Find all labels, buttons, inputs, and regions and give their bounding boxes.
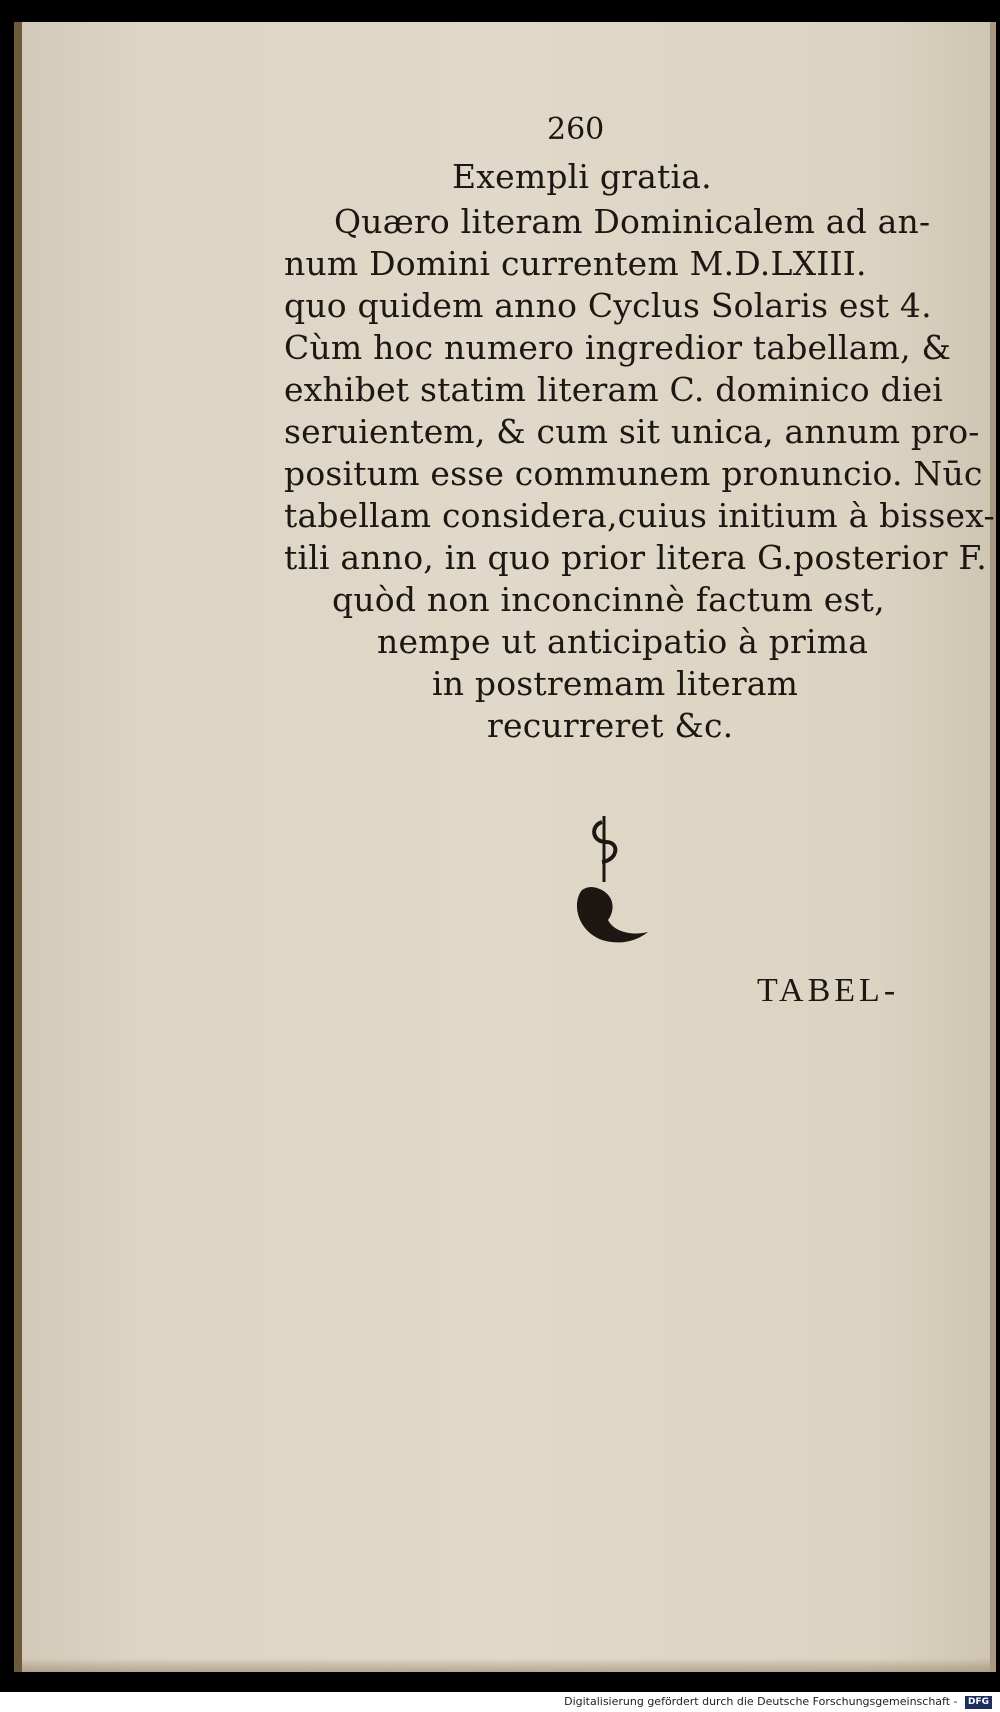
digitization-footer xyxy=(0,1692,1000,1712)
text-line-12: in postremam literam xyxy=(432,664,799,703)
text-line-9: tili anno, in quo prior litera G.posterior F. xyxy=(284,538,987,577)
section-heading: Exempli gratia. xyxy=(452,157,712,196)
text-line-7: positum esse communem pronuncio. Nūc xyxy=(284,454,983,493)
text-line-4: Cùm hoc numero ingredior tabellam, & xyxy=(284,328,952,367)
footer-credit: Digitalisierung gefördert durch die Deutsche Forschungsgemeinschaft - xyxy=(564,1695,958,1708)
book-page xyxy=(14,22,996,1672)
text-line-1: Quæro literam Dominicalem ad an- xyxy=(334,202,931,241)
text-line-8: tabellam considera,cuius initium à bissex- xyxy=(284,496,995,535)
text-line-3: quo quidem anno Cyclus Solaris est 4. xyxy=(284,286,932,325)
text-line-10: quòd non inconcinnè factum est, xyxy=(332,580,885,619)
text-line-13: recurreret &c. xyxy=(487,706,734,745)
page-number: 260 xyxy=(547,112,605,147)
fleuron-ornament-icon xyxy=(562,812,652,952)
text-line-6: seruientem, & cum sit unica, annum pro- xyxy=(284,412,980,451)
text-line-5: exhibet statim literam C. dominico diei xyxy=(284,370,944,409)
catchword: TABEL- xyxy=(757,972,900,1009)
text-line-2: num Domini currentem M.D.LXIII. xyxy=(284,244,867,283)
text-line-11: nempe ut anticipatio à prima xyxy=(377,622,869,661)
dfg-logo: DFG xyxy=(965,1696,992,1709)
